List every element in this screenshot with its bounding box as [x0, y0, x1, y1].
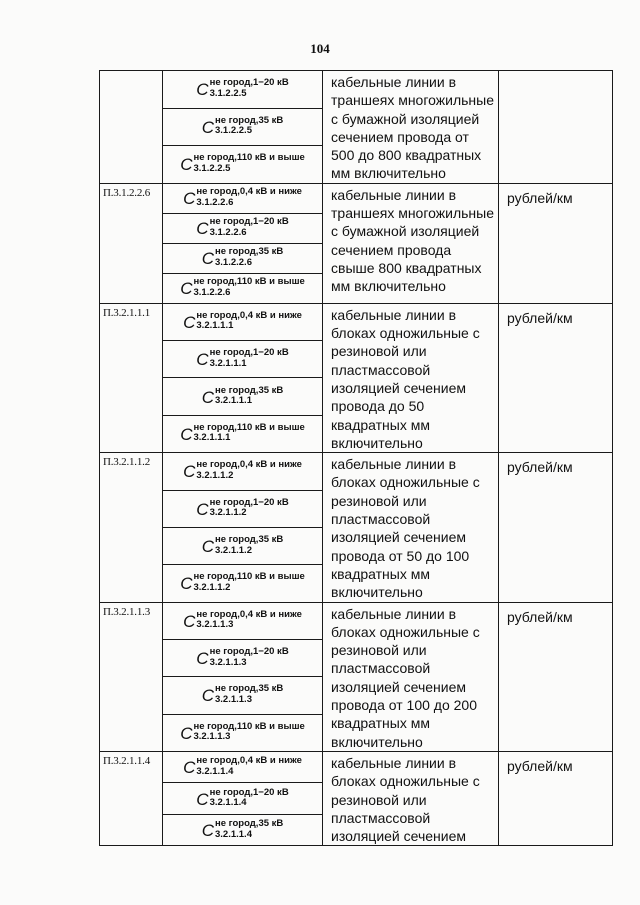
coefficient-symbol — [180, 277, 305, 297]
table-row — [100, 71, 613, 109]
coefficient-indices — [215, 116, 283, 136]
coefficient-cell — [163, 602, 323, 639]
coefficient-indices — [196, 187, 302, 207]
coefficient-superscript: не город,110 кВ и выше — [193, 421, 305, 433]
coefficient-subscript: 3.2.1.1.1 — [196, 320, 234, 332]
coefficient-cell — [163, 71, 323, 109]
coefficient-superscript: не город,1−20 кВ — [209, 786, 289, 798]
coefficient-indices — [210, 348, 289, 368]
coefficient-letter: C — [201, 686, 214, 706]
coefficient-superscript: не город,0,4 кВ и ниже — [196, 309, 302, 321]
coefficient-letter: C — [196, 350, 209, 370]
table-row — [100, 453, 613, 490]
page-number: 104 — [310, 41, 330, 56]
coefficient-letter: C — [201, 249, 214, 269]
item-code: П.3.2.1.1.4 — [100, 751, 163, 845]
tariff-table-body — [100, 71, 613, 846]
coefficient-letter: C — [201, 117, 214, 137]
coefficient-indices — [210, 78, 289, 98]
coefficient-symbol — [180, 153, 305, 173]
coefficient-letter: C — [196, 649, 209, 669]
coefficient-cell — [163, 453, 323, 490]
item-unit: рублей/км — [499, 453, 613, 602]
coefficient-indices — [215, 535, 283, 555]
coefficient-cell — [163, 415, 323, 452]
coefficient-letter: C — [183, 611, 196, 631]
coefficient-symbol — [202, 819, 284, 839]
item-description: кабельные линии в блоках одножильные с резиновой или пластмассовой изоляцией сечением провода до 50 квадратных мм включительно — [323, 303, 499, 452]
coefficient-subscript: 3.2.1.1.1 — [209, 357, 247, 369]
coefficient-symbol — [183, 311, 302, 331]
coefficient-indices — [210, 217, 289, 237]
coefficient-cell — [163, 751, 323, 782]
coefficient-indices — [196, 460, 302, 480]
coefficient-cell — [163, 527, 323, 564]
coefficient-subscript: 3.2.1.1.1 — [215, 395, 252, 407]
coefficient-symbol — [180, 423, 305, 443]
coefficient-superscript: не город,0,4 кВ и ниже — [196, 755, 302, 767]
coefficient-superscript: не город,110 кВ и выше — [193, 276, 305, 288]
item-description: кабельные линии в траншеях многожильные с бумажной изоляцией сечением провода от 500 до 800 квадратных мм включительно — [323, 71, 499, 184]
coefficient-subscript: 3.2.1.1.4 — [215, 828, 252, 840]
coefficient-subscript: 3.2.1.1.2 — [196, 469, 234, 481]
coefficient-superscript: не город,35 кВ — [215, 818, 284, 830]
coefficient-superscript: не город,35 кВ — [215, 384, 284, 396]
coefficient-symbol — [202, 116, 284, 136]
item-unit: рублей/км — [499, 183, 613, 303]
coefficient-subscript: 3.2.1.1.1 — [193, 432, 231, 444]
coefficient-subscript: 3.1.2.2.6 — [215, 256, 252, 268]
coefficient-indices — [210, 788, 289, 808]
coefficient-superscript: не город,35 кВ — [215, 114, 284, 126]
coefficient-superscript: не город,1−20 кВ — [209, 646, 289, 658]
coefficient-cell — [163, 273, 323, 303]
coefficient-superscript: не город,1−20 кВ — [209, 216, 289, 228]
coefficient-superscript: не город,35 кВ — [215, 534, 284, 546]
coefficient-letter: C — [196, 499, 209, 519]
coefficient-subscript: 3.1.2.2.5 — [215, 125, 252, 137]
coefficient-symbol — [202, 684, 284, 704]
coefficient-subscript: 3.2.1.1.4 — [209, 797, 247, 809]
coefficient-letter: C — [196, 219, 209, 239]
item-unit: рублей/км — [499, 751, 613, 845]
coefficient-subscript: 3.1.2.2.5 — [193, 162, 231, 174]
table-row — [100, 602, 613, 639]
coefficient-letter: C — [196, 789, 209, 809]
coefficient-letter: C — [196, 80, 209, 100]
coefficient-indices — [196, 756, 302, 776]
coefficient-cell — [163, 565, 323, 602]
coefficient-letter: C — [183, 758, 196, 778]
coefficient-symbol — [202, 535, 284, 555]
coefficient-cell — [163, 243, 323, 273]
coefficient-subscript: 3.2.1.1.4 — [196, 765, 234, 777]
coefficient-subscript: 3.2.1.1.3 — [196, 619, 234, 631]
coefficient-symbol — [196, 498, 288, 518]
coefficient-subscript: 3.1.2.2.6 — [196, 196, 234, 208]
coefficient-letter: C — [183, 312, 196, 332]
item-code: П.3.2.1.1.2 — [100, 453, 163, 602]
item-code: П.3.2.1.1.1 — [100, 303, 163, 452]
coefficient-cell — [163, 378, 323, 415]
coefficient-subscript: 3.2.1.1.2 — [215, 544, 252, 556]
item-code: П.3.1.2.2.6 — [100, 183, 163, 303]
coefficient-cell — [163, 677, 323, 714]
item-unit — [499, 71, 613, 184]
coefficient-letter: C — [201, 537, 214, 557]
coefficient-superscript: не город,110 кВ и выше — [193, 152, 305, 164]
coefficient-subscript: 3.1.2.2.5 — [209, 87, 247, 99]
coefficient-cell — [163, 814, 323, 846]
item-code — [100, 71, 163, 184]
coefficient-symbol — [180, 722, 305, 742]
coefficient-cell — [163, 714, 323, 751]
coefficient-superscript: не город,35 кВ — [215, 683, 284, 695]
coefficient-superscript: не город,1−20 кВ — [209, 77, 289, 89]
coefficient-cell — [163, 341, 323, 378]
coefficient-superscript: не город,110 кВ и выше — [193, 571, 305, 583]
item-description: кабельные линии в траншеях многожильные с бумажной изоляцией сечением провода свыше 800 квадратных мм включительно — [323, 183, 499, 303]
coefficient-indices — [215, 386, 283, 406]
coefficient-indices — [210, 647, 289, 667]
coefficient-indices — [193, 722, 304, 742]
coefficient-subscript: 3.2.1.1.2 — [193, 581, 231, 593]
coefficient-cell — [163, 183, 323, 213]
coefficient-superscript: не город,0,4 кВ и ниже — [196, 608, 302, 620]
coefficient-letter: C — [180, 574, 193, 594]
coefficient-subscript: 3.1.2.2.6 — [209, 226, 247, 238]
coefficient-indices — [196, 311, 302, 331]
coefficient-subscript: 3.2.1.1.3 — [193, 731, 231, 743]
coefficient-cell — [163, 490, 323, 527]
coefficient-symbol — [196, 788, 288, 808]
coefficient-letter: C — [183, 189, 196, 209]
coefficient-symbol — [183, 187, 302, 207]
coefficient-letter: C — [180, 723, 193, 743]
item-code: П.3.2.1.1.3 — [100, 602, 163, 751]
tariff-table — [99, 70, 613, 846]
coefficient-letter: C — [201, 387, 214, 407]
coefficient-subscript: 3.2.1.1.2 — [209, 507, 247, 519]
coefficient-cell — [163, 108, 323, 146]
coefficient-letter: C — [180, 279, 193, 299]
coefficient-cell — [163, 303, 323, 340]
coefficient-symbol — [202, 386, 284, 406]
coefficient-indices — [210, 498, 289, 518]
coefficient-symbol — [183, 460, 302, 480]
coefficient-symbol — [196, 647, 288, 667]
coefficient-superscript: не город,35 кВ — [215, 246, 284, 258]
coefficient-superscript: не город,1−20 кВ — [209, 347, 289, 359]
item-description: кабельные линии в блоках одножильные с резиновой или пластмассовой изоляцией сечением провода от 50 до 100 квадратных мм включительно — [323, 453, 499, 602]
coefficient-letter: C — [180, 424, 193, 444]
coefficient-symbol — [183, 756, 302, 776]
item-unit: рублей/км — [499, 303, 613, 452]
coefficient-indices — [193, 423, 304, 443]
coefficient-indices — [215, 247, 283, 267]
coefficient-superscript: не город,1−20 кВ — [209, 496, 289, 508]
coefficient-indices — [196, 610, 302, 630]
coefficient-indices — [193, 153, 304, 173]
table-row — [100, 303, 613, 340]
coefficient-indices — [215, 819, 283, 839]
coefficient-indices — [193, 277, 304, 297]
coefficient-cell — [163, 639, 323, 676]
coefficient-letter: C — [201, 821, 214, 841]
coefficient-subscript: 3.1.2.2.6 — [193, 286, 231, 298]
coefficient-symbol — [202, 247, 284, 267]
coefficient-symbol — [196, 348, 288, 368]
coefficient-cell — [163, 783, 323, 814]
item-description: кабельные линии в блоках одножильные с резиновой или пластмассовой изоляцией сечением — [323, 751, 499, 845]
coefficient-symbol — [183, 610, 302, 630]
coefficient-superscript: не город,0,4 кВ и ниже — [196, 459, 302, 471]
table-row — [100, 183, 613, 213]
coefficient-cell — [163, 146, 323, 184]
item-unit: рублей/км — [499, 602, 613, 751]
coefficient-symbol — [196, 78, 288, 98]
coefficient-cell — [163, 213, 323, 243]
coefficient-letter: C — [183, 462, 196, 482]
coefficient-subscript: 3.2.1.1.3 — [209, 656, 247, 668]
coefficient-indices — [193, 572, 304, 592]
item-description: кабельные линии в блоках одножильные с резиновой или пластмассовой изоляцией сечением провода от 100 до 200 квадратных мм включительно — [323, 602, 499, 751]
coefficient-indices — [215, 684, 283, 704]
table-row — [100, 751, 613, 782]
coefficient-symbol — [180, 572, 305, 592]
coefficient-superscript: не город,0,4 кВ и ниже — [196, 186, 302, 198]
coefficient-letter: C — [180, 155, 193, 175]
coefficient-subscript: 3.2.1.1.3 — [215, 693, 252, 705]
coefficient-symbol — [196, 217, 288, 237]
coefficient-superscript: не город,110 кВ и выше — [193, 720, 305, 732]
